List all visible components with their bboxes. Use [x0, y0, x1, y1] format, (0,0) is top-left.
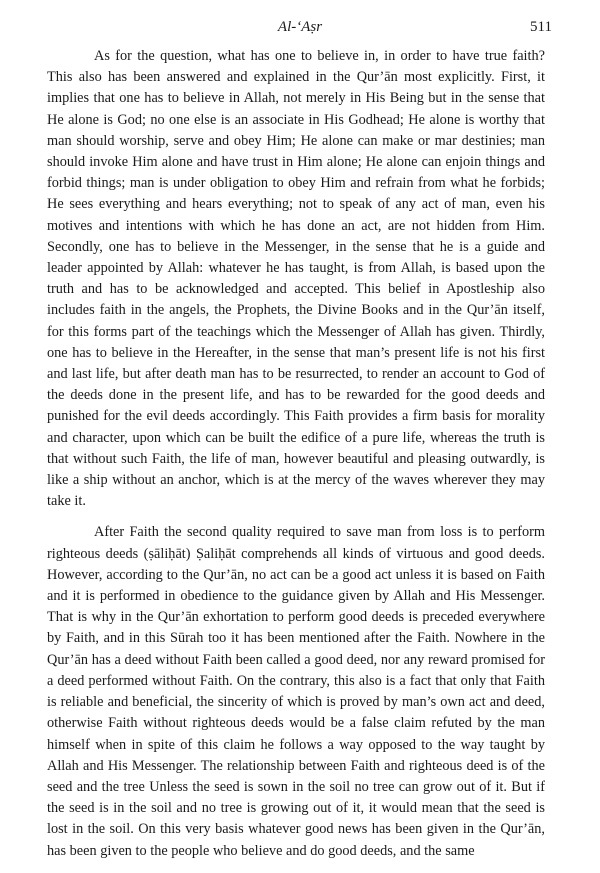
- page-number: 511: [530, 19, 552, 35]
- running-title: Al-‘Aṣr: [277, 19, 323, 35]
- paragraph: After Faith the second quality required to save man from loss is to perform righteous deeds (ṣāliḥāt) Ṣaliḥāt comprehends all kinds of virtuous and good deeds. However, according to the Qur’ān, no act can be a good act unless it is based on Faith and it is performed in obedience to the guidance given by Allah and His Messenger. That is why in the Qur’ān exhortation to perform good deeds is preceded everywhere by Faith, and in this Sūrah too it has been mentioned after the Faith. Nowhere in the Qur’ān has a deed without Faith been called a good deed, nor any reward promised for a deed performed without Faith. On the contrary, this also is a fact that only that Faith is reliable and beneficial, the sincerity of which is proved by man’s own act and deed, otherwise Faith without righteous deeds would be a false claim refuted by the man himself when in spite of this claim he follows a way opposed to the way taught by Allah and His Messenger. The relationship between Faith and righteous deed is of the seed and the tree Unless the seed is sown in the soil no tree can grow out of it. But if the seed is in the soil and no tree is growing out of it, it would mean that the seed is lost in the soil. On this very basis whatever good news has been given in the Qur’ān, has been given to the people who believe and do good deeds, and the same: [47, 524, 545, 859]
- body-text: [47, 46, 545, 862]
- paragraph: As for the question, what has one to believe in, in order to have true faith? This also has been answered and explained in the Qur’ān most explicitly. First, it implies that one has to believe in Allah, not merely in His Being but in the sense that He alone is God; no one else is an associate in His Godhead; He alone is worthy that man should worship, serve and obey Him; He alone can make or mar destinies; man should invoke Him alone and have trust in Him alone; He alone can enjoin things and forbid things; man is under obligation to obey Him and refrain from what he forbids; He sees everything and hears everything; not to speak of any act of man, even his motives and intentions with which he has done an act, are not hidden from Him. Secondly, one has to believe in the Messenger, in the sense that he is a guide and leader appointed by Allah: whatever he has taught, is from Allah, is based upon the truth and has to be acknowledged and accepted. This belief in Apostleship also includes faith in the angels, the Prophets, the Divine Books and in the Qur’ān itself, for this forms part of the teachings which the Messenger of Allah has given. Thirdly, one has to believe in the Hereafter, in the sense that man’s present life is not his first and last life, but after death man has to be resurrected, to render an account to God of the deeds done in the present life, and has to be rewarded for the good deeds and punished for the evil deeds accordingly. This Faith provides a firm basis for morality and character, upon which can be built the edifice of a pure life, whereas the truth is that without such Faith, the life of man, however beautiful and pleasing outwardly, is like a ship without an anchor, which is at the mercy of the waves wherever they may take it.: [47, 48, 545, 510]
- running-header: [0, 17, 600, 37]
